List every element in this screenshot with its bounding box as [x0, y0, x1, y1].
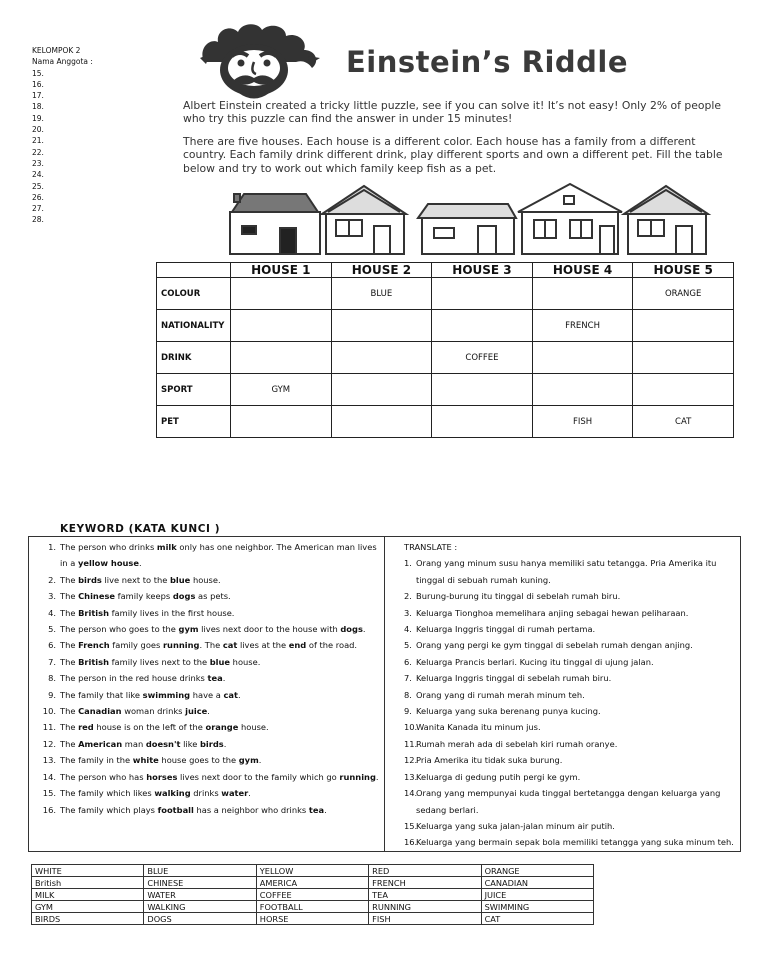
- member-item: 17.: [32, 91, 44, 101]
- table-row: [157, 342, 734, 374]
- clue-keyword: cat: [223, 689, 238, 700]
- table-cell: [432, 310, 533, 342]
- translation-text: Rumah merah ada di sebelah kiri rumah oranye.: [416, 738, 618, 749]
- translation-text: Orang yang pergi ke gym tinggal di sebelah rumah dengan anjing.: [416, 640, 693, 651]
- clue-segment: has a neighbor who drinks: [193, 804, 309, 815]
- word-cell: RUNNING: [369, 901, 481, 913]
- table-cell: [231, 342, 332, 374]
- word-cell: CHINESE: [144, 877, 256, 889]
- clue-segment: .: [237, 689, 241, 700]
- clue-segment: The: [60, 574, 79, 585]
- translation-number: 6.: [404, 656, 412, 667]
- clue-segment: The family which likes: [60, 788, 155, 799]
- clue-segment: man: [122, 738, 146, 749]
- translation-number: 11.: [404, 738, 418, 749]
- clue-keyword: end: [288, 640, 307, 651]
- clue-segment: The family which plays: [60, 804, 158, 815]
- clue-number: 14.: [42, 771, 56, 782]
- clue-segment: drinks: [190, 788, 222, 799]
- translation-text: Keluarga Inggris tinggal di rumah pertama.: [416, 624, 596, 635]
- clue-text: [60, 769, 380, 785]
- clue-keyword: American: [78, 738, 123, 749]
- clue-segment: The: [60, 640, 79, 651]
- row-label: COLOUR: [157, 278, 231, 310]
- translation-list: [404, 539, 736, 851]
- table-cell: [633, 310, 734, 342]
- clue-keyword: football: [157, 804, 194, 815]
- clue-segment: have a: [190, 689, 224, 700]
- clue-item: [40, 588, 380, 604]
- table-cell: COFFEE: [432, 342, 533, 374]
- clue-text: [60, 654, 380, 670]
- clue-segment: like: [180, 738, 200, 749]
- intro-paragraph-1: Albert Einstein created a tricky little puzzle, see if you can solve it! It’s not easy! Only 2% of people who try this puzzle can find the answer in under 15 minutes!: [183, 99, 721, 126]
- translation-text: Keluarga yang suka berenang punya kucing.: [416, 706, 601, 717]
- table-cell: [432, 278, 533, 310]
- member-item: 26.: [32, 192, 44, 202]
- table-cell: [231, 310, 332, 342]
- members-label: Nama Anggota :: [32, 57, 93, 67]
- table-cell: FISH: [532, 406, 633, 438]
- translation-item: [404, 752, 736, 768]
- table-row: [157, 278, 734, 310]
- word-cell: ORANGE: [481, 865, 593, 877]
- clue-segment: only has one neighbor. The American man lives in a: [60, 542, 377, 569]
- clue-segment: The person in the red house drinks: [60, 673, 208, 684]
- riddle-header: [196, 18, 736, 100]
- clue-keyword: blue: [169, 574, 191, 585]
- table-cell: [331, 310, 432, 342]
- translation-number: 8.: [404, 689, 412, 700]
- table-cell: [432, 406, 533, 438]
- clue-item: [40, 621, 380, 637]
- translation-number: 9.: [404, 706, 412, 717]
- translation-number: 13.: [404, 771, 418, 782]
- member-item: 18.: [32, 102, 44, 112]
- clue-keyword: gym: [178, 624, 199, 635]
- word-cell: BIRDS: [32, 913, 144, 925]
- clue-item: [40, 736, 380, 752]
- table-row: [157, 406, 734, 438]
- clue-keyword: running: [162, 640, 200, 651]
- house-header: HOUSE 1: [231, 263, 332, 278]
- clue-segment: .: [207, 706, 210, 717]
- translation-item: [404, 834, 736, 850]
- word-cell: MILK: [32, 889, 144, 901]
- clue-segment: .: [139, 558, 142, 569]
- translation-item: [404, 703, 736, 719]
- clue-keyword: Canadian: [78, 706, 122, 717]
- clue-number: 1.: [48, 542, 56, 552]
- clue-keyword: cat: [222, 640, 238, 651]
- table-cell: [432, 374, 533, 406]
- word-row: [32, 913, 594, 925]
- word-cell: CANADIAN: [481, 877, 593, 889]
- translation-item: [404, 621, 736, 637]
- translation-item: [404, 588, 736, 604]
- clue-segment: house goes to the: [158, 755, 239, 766]
- translation-item: [404, 818, 736, 834]
- clue-segment: .: [248, 788, 251, 799]
- member-item: 15.: [32, 68, 44, 78]
- clue-segment: .: [258, 755, 262, 766]
- clue-text: [60, 719, 380, 735]
- clue-segment: The: [60, 706, 79, 717]
- clue-segment: family lives next to the: [109, 656, 210, 667]
- clue-item: [40, 605, 380, 621]
- einstein-head-icon: [196, 18, 346, 100]
- clue-item: [40, 572, 380, 588]
- clue-keyword: horses: [146, 771, 178, 782]
- translation-number: 1.: [404, 558, 412, 569]
- clue-item: [40, 769, 380, 785]
- clue-text: [60, 736, 380, 752]
- intro-paragraph-2: There are five houses. Each house is a different color. Each house has a family from a different country. Each family drink different drink, play different sports and own a different pet. Fill the table below and try to work out which family keep fish as a pet.: [183, 134, 723, 175]
- translation-text: Keluarga yang suka jalan-jalan minum air putih.: [416, 820, 615, 831]
- clue-keyword: orange: [205, 722, 239, 733]
- clue-text: [60, 637, 380, 653]
- word-cell: COFFEE: [256, 889, 368, 901]
- word-cell: WATER: [144, 889, 256, 901]
- clue-item: [40, 703, 380, 719]
- table-cell: ORANGE: [633, 278, 734, 310]
- clue-segment: .: [375, 771, 379, 782]
- clue-segment: lives next door to the house with: [198, 624, 341, 635]
- word-bank-table: [31, 864, 594, 925]
- puzzle-table-header: [157, 263, 734, 278]
- house-5-icon: [624, 186, 708, 254]
- clue-text: [60, 785, 380, 801]
- table-cell: [532, 374, 633, 406]
- clue-text: [60, 802, 380, 818]
- translation-number: 2.: [404, 591, 412, 602]
- word-cell: FISH: [369, 913, 481, 925]
- clue-number: 9.: [48, 689, 56, 700]
- clue-segment: The family that like: [60, 689, 143, 700]
- clue-item: [40, 802, 380, 818]
- clue-number: 11.: [42, 722, 56, 733]
- row-label: PET: [157, 406, 231, 438]
- clue-segment: .: [223, 738, 227, 749]
- clue-keyword: walking: [154, 788, 191, 799]
- clue-keyword: dogs: [172, 591, 196, 602]
- word-cell: WHITE: [32, 865, 144, 877]
- clue-segment: The family in the: [60, 755, 133, 766]
- clue-keyword: British: [78, 656, 109, 667]
- clue-keyword: water: [221, 788, 249, 799]
- clue-keyword: tea: [308, 804, 325, 815]
- clue-item: [40, 637, 380, 653]
- clue-segment: house.: [190, 574, 221, 585]
- clue-segment: as pets.: [195, 591, 231, 602]
- clue-segment: family lives in the first house.: [109, 607, 235, 618]
- clue-number: 3.: [48, 591, 56, 602]
- member-item: 24.: [32, 170, 44, 180]
- clue-segment: The: [60, 607, 79, 618]
- clue-text: [60, 588, 380, 604]
- translation-number: 4.: [404, 624, 412, 635]
- clue-number: 7.: [48, 656, 56, 667]
- clue-segment: house is on the left of the: [93, 722, 206, 733]
- word-cell: RED: [369, 865, 481, 877]
- member-item: 27.: [32, 204, 44, 214]
- members-list: [32, 68, 93, 226]
- clue-keyword: yellow house: [77, 558, 139, 569]
- clue-number: 10.: [42, 706, 56, 717]
- word-row: [32, 901, 594, 913]
- table-cell: BLUE: [331, 278, 432, 310]
- translation-item: [404, 687, 736, 703]
- clue-text: [60, 670, 380, 686]
- translation-number: 14.: [404, 788, 418, 799]
- clue-number: 4.: [48, 607, 56, 618]
- clue-segment: The: [60, 722, 79, 733]
- intro-text: [183, 99, 739, 184]
- clue-text: [60, 752, 380, 768]
- translation-item: [404, 736, 736, 752]
- translation-text: Keluarga Tionghoa memelihara anjing sebagai hewan peliharaan.: [416, 607, 689, 618]
- word-row: [32, 889, 594, 901]
- word-cell: DOGS: [144, 913, 256, 925]
- member-item: 28.: [32, 215, 44, 225]
- clue-text: [60, 572, 380, 588]
- clue-segment: The person who has: [60, 771, 147, 782]
- clue-keyword: dogs: [340, 624, 363, 635]
- clue-item: [40, 719, 380, 735]
- word-cell: CAT: [481, 913, 593, 925]
- row-label: SPORT: [157, 374, 231, 406]
- member-item: 23.: [32, 158, 44, 168]
- clue-text: [60, 703, 380, 719]
- clue-text: [60, 621, 380, 637]
- clue-keyword: gym: [238, 755, 259, 766]
- clue-item: [40, 670, 380, 686]
- member-item: 20.: [32, 125, 44, 135]
- house-3-icon: [418, 204, 516, 254]
- word-cell: British: [32, 877, 144, 889]
- puzzle-table: [156, 262, 734, 438]
- translation-text: Keluarga Prancis berlari. Kucing itu tinggal di ujung jalan.: [416, 656, 654, 667]
- keyword-title: KEYWORD (KATA KUNCI ): [60, 523, 221, 535]
- houses-illustration: [222, 182, 742, 258]
- table-cell: [331, 342, 432, 374]
- translate-label: TRANSLATE :: [404, 542, 458, 552]
- house-header: HOUSE 3: [432, 263, 533, 278]
- clue-item: [40, 539, 380, 572]
- translation-number: 16.: [404, 837, 418, 848]
- clue-keyword: blue: [209, 656, 231, 667]
- word-cell: AMERICA: [256, 877, 368, 889]
- word-cell: SWIMMING: [481, 901, 593, 913]
- clue-text: [60, 539, 380, 572]
- word-cell: FOOTBALL: [256, 901, 368, 913]
- house-2-icon: [322, 186, 406, 254]
- table-cell: [331, 374, 432, 406]
- table-cell: [633, 374, 734, 406]
- table-cell: [532, 342, 633, 374]
- translation-item: [404, 670, 736, 686]
- translation-number: 5.: [404, 640, 412, 651]
- table-cell: [331, 406, 432, 438]
- row-label: DRINK: [157, 342, 231, 374]
- clue-item: [40, 687, 380, 703]
- clue-number: 13.: [42, 755, 56, 766]
- clue-item: [40, 785, 380, 801]
- translation-item: [404, 719, 736, 735]
- word-cell: BLUE: [144, 865, 256, 877]
- house-4-icon: [518, 184, 622, 254]
- clue-segment: The: [60, 656, 79, 667]
- clue-segment: family keeps: [115, 591, 173, 602]
- table-cell: [532, 278, 633, 310]
- member-item: 16.: [32, 79, 44, 89]
- table-cell: GYM: [231, 374, 332, 406]
- translation-text: Keluarga yang bermain sepak bola memiliki tetangga yang suka minum teh.: [416, 837, 734, 848]
- translation-text: Orang yang di rumah merah minum teh.: [416, 689, 585, 700]
- translation-number: 7.: [404, 673, 412, 684]
- clue-keyword: birds: [78, 574, 102, 585]
- table-corner-cell: [157, 263, 231, 278]
- member-item: 19.: [32, 113, 44, 123]
- clue-segment: The person who goes to the: [60, 624, 179, 635]
- riddle-title: Einstein’s Riddle: [346, 45, 629, 79]
- translation-item: [404, 785, 736, 818]
- clue-keyword: juice: [185, 706, 208, 717]
- table-cell: CAT: [633, 406, 734, 438]
- clue-keyword: red: [78, 722, 94, 733]
- house-1-icon: [230, 194, 320, 254]
- translation-text: Pria Amerika itu tidak suka burung.: [416, 755, 563, 766]
- clue-list: [40, 539, 380, 818]
- table-row: [157, 310, 734, 342]
- translation-item: [404, 637, 736, 653]
- table-cell: [231, 406, 332, 438]
- clue-keyword: swimming: [142, 689, 191, 700]
- translation-text: Orang yang mempunyai kuda tinggal bertetangga dengan keluarga yang sedang berlari.: [416, 788, 721, 815]
- house-header: HOUSE 5: [633, 263, 734, 278]
- word-cell: HORSE: [256, 913, 368, 925]
- translation-number: 3.: [404, 607, 412, 618]
- translation-text: Keluarga Inggris tinggal di sebelah rumah biru.: [416, 673, 612, 684]
- translation-text: Keluarga di gedung putih pergi ke gym.: [416, 771, 581, 782]
- clue-segment: woman drinks: [121, 706, 186, 717]
- clue-number: 6.: [48, 640, 56, 651]
- clue-number: 12.: [42, 738, 56, 749]
- clue-segment: The: [60, 591, 79, 602]
- translation-number: 12.: [404, 755, 418, 766]
- word-cell: FRENCH: [369, 877, 481, 889]
- word-cell: TEA: [369, 889, 481, 901]
- clue-item: [40, 752, 380, 768]
- word-row: [32, 865, 594, 877]
- clue-keyword: birds: [199, 738, 224, 749]
- clue-number: 8.: [48, 673, 56, 684]
- table-row: [157, 374, 734, 406]
- translation-text: Burung-burung itu tinggal di sebelah rumah biru.: [416, 591, 621, 602]
- house-header: HOUSE 2: [331, 263, 432, 278]
- clue-segment: . The: [199, 640, 223, 651]
- clue-segment: lives next door to the family which go: [177, 771, 340, 782]
- clue-keyword: milk: [156, 542, 177, 552]
- clue-segment: live next to the: [101, 574, 170, 585]
- translation-text: Wanita Kanada itu minum jus.: [416, 722, 541, 733]
- word-cell: YELLOW: [256, 865, 368, 877]
- clue-segment: .: [222, 673, 226, 684]
- clue-text: [60, 605, 380, 621]
- word-cell: GYM: [32, 901, 144, 913]
- clue-keyword: tea: [207, 673, 223, 684]
- clue-segment: .: [324, 804, 327, 815]
- table-cell: FRENCH: [532, 310, 633, 342]
- clue-keyword: white: [132, 755, 159, 766]
- clue-segment: The: [60, 738, 79, 749]
- member-item: 25.: [32, 181, 44, 191]
- clue-segment: The person who drinks: [60, 542, 157, 552]
- clue-segment: house.: [230, 656, 261, 667]
- translation-item: [404, 555, 736, 588]
- member-item: 22.: [32, 147, 44, 157]
- translation-number: 15.: [404, 820, 418, 831]
- clue-number: 15.: [42, 788, 56, 799]
- clue-item: [40, 654, 380, 670]
- clue-keyword: Chinese: [78, 591, 116, 602]
- clue-segment: .: [362, 624, 366, 635]
- keyword-divider: [384, 536, 385, 852]
- row-label: NATIONALITY: [157, 310, 231, 342]
- table-cell: [633, 342, 734, 374]
- translation-item: [404, 654, 736, 670]
- translation-number: 10.: [404, 722, 418, 733]
- clue-segment: house.: [238, 722, 269, 733]
- table-cell: [231, 278, 332, 310]
- group-info: [32, 45, 93, 226]
- clue-segment: lives at the: [237, 640, 289, 651]
- clue-segment: of the road.: [306, 640, 358, 651]
- translation-item: [404, 769, 736, 785]
- clue-keyword: doesn't: [145, 738, 181, 749]
- clue-keyword: running: [339, 771, 376, 782]
- word-cell: JUICE: [481, 889, 593, 901]
- house-header: HOUSE 4: [532, 263, 633, 278]
- word-cell: WALKING: [144, 901, 256, 913]
- clue-keyword: British: [78, 607, 109, 618]
- member-item: 21.: [32, 136, 44, 146]
- clue-text: [60, 687, 380, 703]
- clue-keyword: French: [78, 640, 110, 651]
- group-title: KELOMPOK 2: [32, 46, 81, 55]
- clue-segment: family goes: [109, 640, 163, 651]
- clue-number: 5.: [48, 624, 56, 635]
- word-row: [32, 877, 594, 889]
- clue-number: 2.: [48, 574, 56, 585]
- clue-number: 16.: [42, 804, 56, 815]
- translation-text: Orang yang minum susu hanya memiliki satu tetangga. Pria Amerika itu tinggal di sebuah rumah kuning.: [416, 558, 717, 585]
- translation-item: [404, 605, 736, 621]
